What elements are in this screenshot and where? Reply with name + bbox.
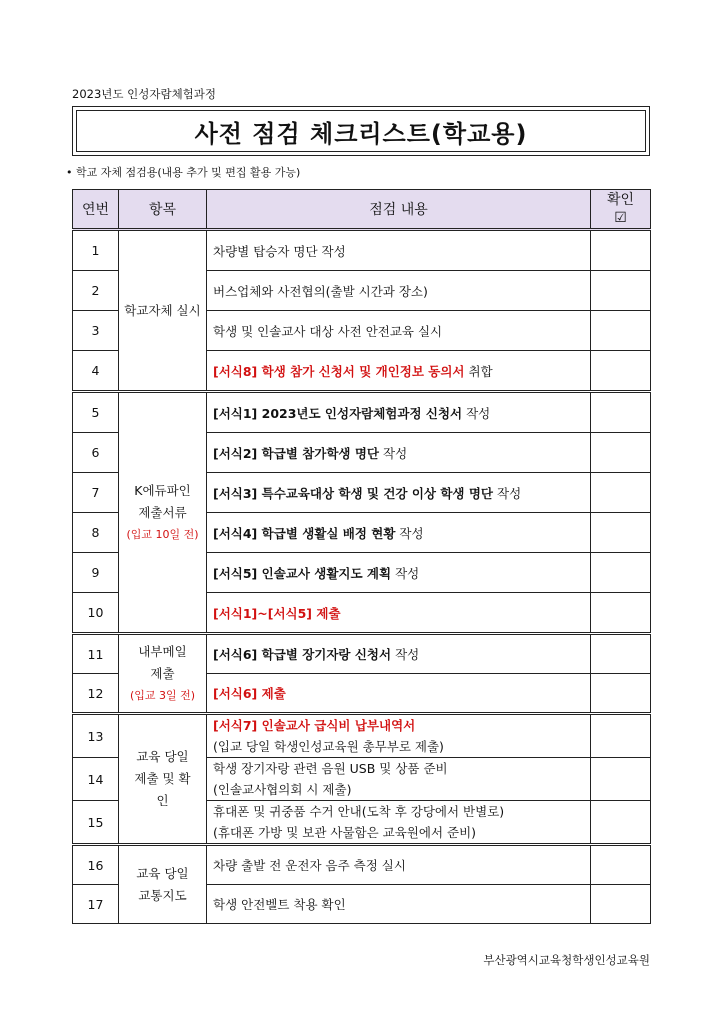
check-content — [207, 758, 591, 801]
content-line-1: 휴대폰 및 귀중품 수거 안내(도착 후 강당에서 반별로) — [213, 804, 505, 819]
category-cell — [119, 230, 207, 392]
content-suffix: 작성 — [391, 565, 420, 581]
check-cell[interactable] — [591, 392, 651, 433]
content-suffix: 작성 — [493, 485, 522, 501]
row-number: 3 — [73, 311, 119, 351]
program-title: 2023년도 인성자람체험과정 — [72, 87, 217, 101]
row-number: 16 — [73, 845, 119, 885]
table-row — [73, 392, 651, 433]
table-row — [73, 230, 651, 271]
check-cell[interactable] — [591, 271, 651, 311]
content-line-2: (휴대폰 가방 및 보관 사물함은 교육원에서 준비) — [213, 825, 477, 840]
category-cell — [119, 634, 207, 714]
content-highlight: [서식6] 학급별 장기자랑 신청서 — [213, 647, 392, 662]
table-row — [73, 845, 651, 885]
check-cell[interactable] — [591, 473, 651, 513]
content-line-2: (인솔교사협의회 시 제출) — [213, 782, 352, 797]
content-highlight: [서식1]~[서식5] 제출 — [213, 605, 341, 621]
category-label: 교육 당일 교통지도 — [136, 865, 189, 903]
content-highlight: [서식5] 인솔교사 생활지도 계획 — [213, 565, 392, 581]
check-content — [207, 714, 591, 758]
check-content: 차량 출발 전 운전자 음주 측정 실시 — [207, 845, 591, 885]
category-cell — [119, 392, 207, 634]
row-number: 2 — [73, 271, 119, 311]
page-title: 사전 점검 체크리스트(학교용) — [76, 110, 646, 152]
category-label: 학교자체 실시 — [124, 302, 201, 318]
check-cell[interactable] — [591, 230, 651, 271]
category-label: 내부메일 제출 — [138, 643, 187, 681]
check-content — [207, 674, 591, 714]
check-content — [207, 801, 591, 845]
check-content: 학생 안전벨트 착용 확인 — [207, 885, 591, 924]
row-number: 14 — [73, 758, 119, 801]
check-content: 차량별 탑승자 명단 작성 — [207, 230, 591, 271]
table-row — [73, 714, 651, 758]
check-content: 버스업체와 사전협의(출발 시간과 장소) — [207, 271, 591, 311]
content-suffix: 작성 — [462, 405, 491, 421]
row-number: 7 — [73, 473, 119, 513]
usage-note: • 학교 자체 점검용(내용 추가 및 편집 활용 가능) — [66, 166, 301, 179]
content-suffix: 작성 — [395, 525, 424, 541]
content-highlight: [서식1] 2023년도 인성자람체험과정 신청서 — [213, 405, 463, 421]
row-number: 10 — [73, 593, 119, 634]
check-cell[interactable] — [591, 351, 651, 392]
check-cell[interactable] — [591, 714, 651, 758]
row-number: 9 — [73, 553, 119, 593]
content-highlight: [서식4] 학급별 생활실 배정 현황 — [213, 525, 396, 541]
check-content — [207, 513, 591, 553]
content-line-1: 학생 장기자랑 관련 음원 USB 및 상품 준비 — [213, 761, 448, 776]
check-content — [207, 593, 591, 634]
check-content — [207, 553, 591, 593]
row-number: 4 — [73, 351, 119, 392]
content-suffix: 작성 — [379, 445, 408, 461]
check-content: 학생 및 인솔교사 대상 사전 안전교육 실시 — [207, 311, 591, 351]
row-number: 8 — [73, 513, 119, 553]
row-number: 5 — [73, 392, 119, 433]
check-content — [207, 634, 591, 674]
row-number: 6 — [73, 433, 119, 473]
checklist-table — [72, 189, 650, 924]
category-cell — [119, 845, 207, 924]
row-number: 15 — [73, 801, 119, 845]
row-number: 11 — [73, 634, 119, 674]
check-content — [207, 473, 591, 513]
title-box — [72, 106, 650, 156]
check-cell[interactable] — [591, 513, 651, 553]
check-cell[interactable] — [591, 433, 651, 473]
check-cell[interactable] — [591, 553, 651, 593]
check-cell[interactable] — [591, 758, 651, 801]
row-number: 1 — [73, 230, 119, 271]
row-number: 17 — [73, 885, 119, 924]
category-label: K에듀파인 제출서류 — [134, 482, 191, 520]
content-highlight: [서식3] 특수교육대상 학생 및 건강 이상 학생 명단 — [213, 485, 494, 501]
check-cell[interactable] — [591, 634, 651, 674]
content-line-1: [서식7] 인솔교사 급식비 납부내역서 — [213, 718, 416, 733]
category-cell — [119, 714, 207, 845]
column-header-item: 항목 — [119, 190, 207, 230]
check-header-label: 확인 — [606, 192, 635, 208]
check-content — [207, 351, 591, 392]
content-highlight: [서식8] 학생 참가 신청서 및 개인정보 동의서 — [213, 363, 465, 379]
check-cell[interactable] — [591, 885, 651, 924]
content-suffix: 작성 — [391, 647, 420, 662]
category-deadline: (입교 10일 전) — [126, 527, 199, 541]
content-line-2: (입교 당일 학생인성교육원 총무부로 제출) — [213, 739, 444, 754]
check-cell[interactable] — [591, 674, 651, 714]
check-cell[interactable] — [591, 311, 651, 351]
footer-organization: 부산광역시교육청학생인성교육원 — [483, 953, 650, 967]
check-content — [207, 392, 591, 433]
check-cell[interactable] — [591, 593, 651, 634]
content-highlight: [서식2] 학급별 참가학생 명단 — [213, 445, 380, 461]
check-content — [207, 433, 591, 473]
column-header-content: 점검 내용 — [207, 190, 591, 230]
content-suffix: 취합 — [464, 363, 493, 379]
check-cell[interactable] — [591, 845, 651, 885]
check-cell[interactable] — [591, 801, 651, 845]
column-header-check — [591, 190, 651, 230]
row-number: 12 — [73, 674, 119, 714]
table-row — [73, 634, 651, 674]
category-label: 교육 당일 제출 및 확인 — [134, 749, 191, 808]
column-header-no: 연번 — [73, 190, 119, 230]
row-number: 13 — [73, 714, 119, 758]
category-deadline: (입교 3일 전) — [129, 688, 196, 702]
content-highlight: [서식6] 제출 — [213, 686, 286, 701]
checkbox-icon: ☑ — [614, 210, 627, 226]
